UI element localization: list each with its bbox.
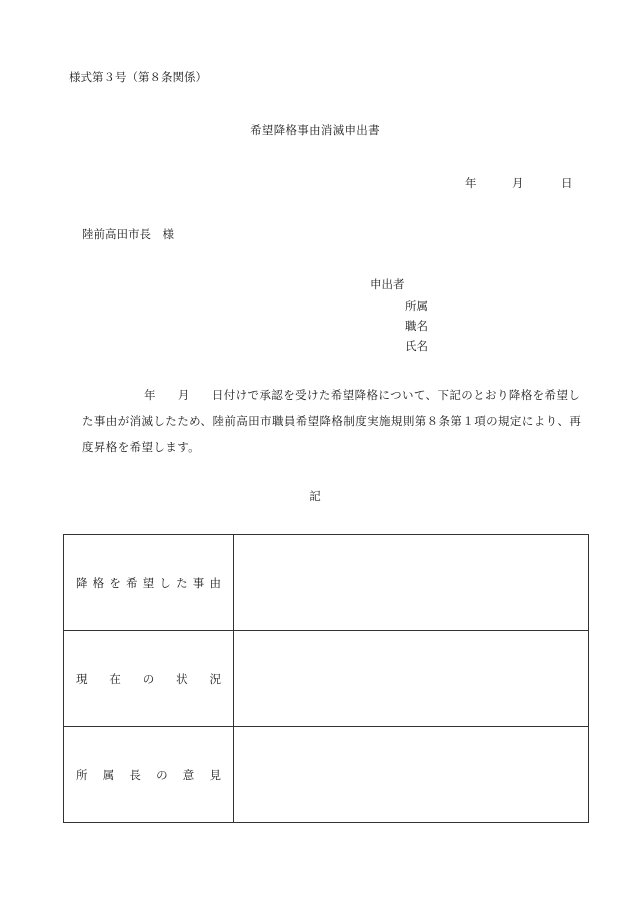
- table-row-label: [64, 727, 234, 823]
- date-month-label: 月: [512, 176, 524, 190]
- table-row: [64, 727, 589, 823]
- record-heading: 記: [309, 489, 321, 503]
- supervisor-opinion-label: 所属長の意見: [76, 767, 221, 782]
- table-row: [64, 631, 589, 727]
- date-day-label: 日: [561, 176, 573, 190]
- name-label: 氏名: [405, 339, 428, 353]
- body-year-label: 年: [144, 388, 156, 402]
- supervisor-opinion-field[interactable]: [234, 727, 589, 823]
- record-table: [63, 534, 589, 823]
- table-row-label: [64, 535, 234, 631]
- reason-field[interactable]: [234, 535, 589, 631]
- document-title: 希望降格事由消滅申出書: [250, 123, 380, 137]
- table-row-label: [64, 631, 234, 727]
- body-paragraph: [82, 382, 582, 460]
- addressee: 陸前高田市長 様: [82, 227, 174, 241]
- current-status-field[interactable]: [234, 631, 589, 727]
- position-label: 職名: [405, 319, 428, 333]
- affiliation-label: 所属: [405, 299, 428, 313]
- body-text: 日付けで承認を受けた希望降格について、下記のとおり降格を希望した事由が消滅したため、陸前高田市職員希望降格制度実施規則第８条第１項の規定により、再度昇格を希望します。: [82, 388, 582, 454]
- table-row: [64, 535, 589, 631]
- date-year-label: 年: [465, 176, 477, 190]
- applicant-label: 申出者: [370, 277, 405, 291]
- body-month-label: 月: [177, 388, 190, 402]
- current-status-label: 現在の状況: [76, 671, 221, 686]
- reason-label: 降格を希望した事由: [76, 575, 221, 590]
- form-number: 様式第３号（第８条関係）: [69, 70, 207, 84]
